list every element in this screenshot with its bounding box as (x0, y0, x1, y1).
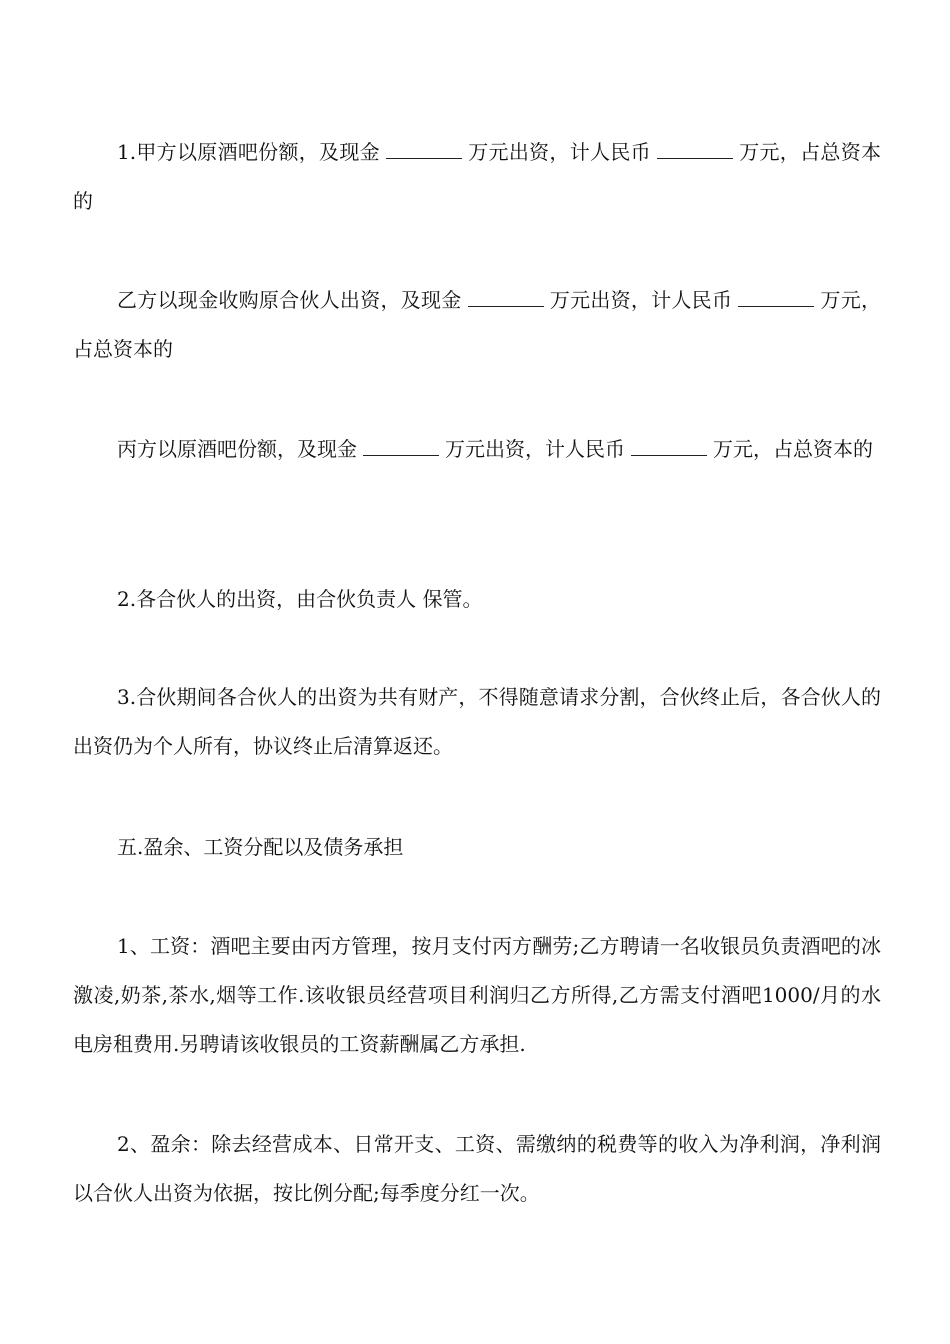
paragraph-contribution-custody: 2.各合伙人的出资，由合伙负责人 保管。 (117, 587, 483, 611)
party-a-text-3: 万元，占总资本的 (73, 140, 881, 213)
paragraph-party-b-contribution (73, 276, 881, 374)
paragraph-wages: 1、工资：酒吧主要由丙方管理，按月支付丙方酬劳;乙方聘请一名收银员负责酒吧的冰激凌,奶茶,茶水,烟等工作.该收银员经营项目利润归乙方所得,乙方需支付酒吧1000/月的水电房租费用.另聘请该收银员的工资薪酬属乙方承担. (73, 934, 881, 1056)
party-b-text-1: 乙方以现金收购原合伙人出资，及现金 (117, 288, 462, 312)
party-a-cash-blank (386, 144, 462, 159)
party-a-text-2: 万元出资，计人民币 (467, 140, 651, 164)
paragraph-surplus: 2、盈余：除去经营成本、日常开支、工资、需缴纳的税费等的收入为净利润，净利润以合伙人出资为依据，按比例分配;每季度分红一次。 (73, 1132, 881, 1205)
party-a-rmb-blank (657, 144, 733, 159)
party-b-rmb-blank (738, 292, 814, 307)
party-a-text-1: 1.甲方以原酒吧份额，及现金 (117, 140, 380, 164)
party-c-text-1: 丙方以原酒吧份额，及现金 (117, 437, 357, 461)
party-b-text-2: 万元出资，计人民币 (549, 288, 733, 312)
party-b-cash-blank (468, 292, 544, 307)
party-b-text-3: 万元，占总资本的 (73, 288, 882, 361)
section-heading-profit-distribution: 五.盈余、工资分配以及债务承担 (117, 835, 404, 859)
party-c-text-2: 万元出资，计人民币 (445, 437, 625, 461)
paragraph-party-c-contribution (73, 425, 881, 474)
paragraph-party-a-contribution (73, 128, 881, 226)
party-c-rmb-blank (631, 441, 707, 456)
party-c-cash-blank (363, 441, 439, 456)
party-c-text-3: 万元，占总资本的 (713, 437, 873, 461)
paragraph-common-property: 3.合伙期间各合伙人的出资为共有财产，不得随意请求分割，合伙终止后，各合伙人的出资仍为个人所有，协议终止后清算返还。 (73, 685, 881, 758)
